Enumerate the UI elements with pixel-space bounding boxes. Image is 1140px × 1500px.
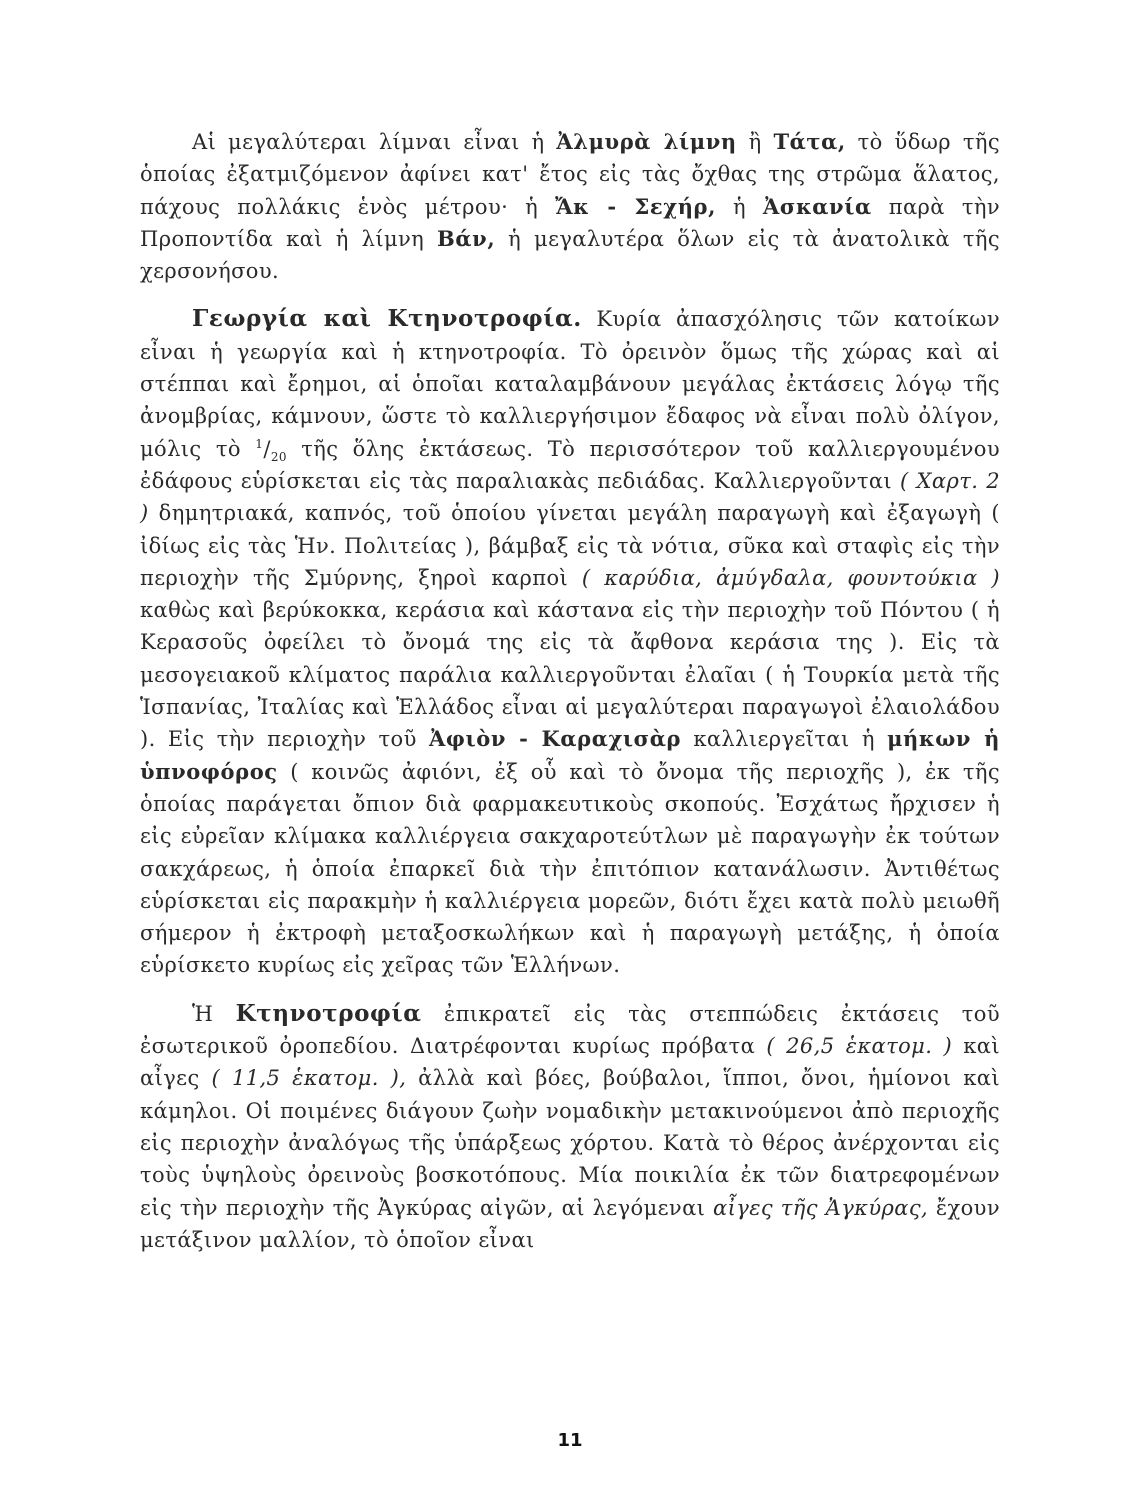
term-van: Βάν, — [437, 225, 496, 251]
text-run: ἔχουν μετάξινον μαλλίον, τὸ ὁποῖον εἶναι — [140, 1195, 1001, 1252]
text-run: Αἱ μεγαλύτεραι λίμναι εἶναι ἡ — [192, 130, 557, 154]
paragraph-lakes — [140, 126, 1000, 287]
text-run: τῆς ὅλης ἐκτάσεως. Τὸ περισσότερον τοῦ καλλιεργουμένου ἐδάφους εὑρίσκεται εἰς τὰς παραλιακὰς πεδιάδας. Καλλιεργοῦνται — [140, 436, 1001, 493]
text-run: καθὼς καὶ βερύκοκκα, κεράσια καὶ κάστανα εἰς τὴν περιοχὴν τοῦ Πόντου ( ἡ Κερασοῦς ὀφείλει τὸ ὄνομά της εἰς τὰ ἄφθονα κεράσια της ). Εἰς τὰ μεσογειακοῦ κλίματος παράλια καλλιεργοῦνται ἐλαῖαι ( ἡ Τουρκία μετὰ τῆς Ἱσπανίας, Ἰταλίας καὶ Ἑλλάδος εἶναι αἱ μεγαλύτεραι παραγωγοὶ ἐλαιολάδου ). Εἰς τὴν περιοχὴν τοῦ — [140, 598, 1000, 752]
text-run: καὶ αἶγες — [140, 1034, 1001, 1091]
body-text — [140, 126, 1000, 1256]
fraction-numerator: 1 — [255, 436, 264, 451]
term-ak-sechir: Ἄκ - Σεχήρ, — [555, 193, 717, 219]
term-tata: Τάτα, — [773, 129, 846, 154]
paragraph-livestock — [140, 998, 1000, 1256]
text-run: παρὰ τὴν Προποντίδα καὶ ἡ λίμνη — [140, 194, 1000, 251]
text-run: ἡ μεγαλυτέρα ὅλων εἰς τὰ ἀνατολικὰ τῆς χερσονήσου. — [140, 226, 1000, 284]
text-run: καλλιεργεῖται ἡ — [681, 727, 888, 752]
italic-sheep-count: ( 26,5 ἑκατομ. ) — [766, 1034, 953, 1059]
italic-goat-count: ( 11,5 ἑκατομ. ), — [211, 1066, 407, 1091]
text-run: δημητριακά, καπνός, τοῦ ὁποίου γίνεται μεγάλη παραγωγὴ καὶ ἐξαγωγὴ ( ἰδίως εἰς τὰς Ἡν. Πολιτείας ), βάμβαξ εἰς τὰ νότια, σῦκα καὶ σταφὶς εἰς τὴν περιοχὴν τῆς Σμύρνης, ξηροὶ καρποὶ — [140, 501, 1000, 590]
term-almyra-limni: Ἀλμυρὰ λίμνη — [556, 129, 737, 154]
section-heading-livestock: Κτηνοτροφία — [235, 999, 422, 1027]
text-run: ( κοινῶς ἀφιόνι, ἐξ οὗ καὶ τὸ ὄνομα τῆς περιοχῆς ), ἐκ τῆς ὁποίας παράγεται ὄπιον διὰ φαρμακευτικοὺς σκοπούς. Ἐσχάτως ἤρχισεν ἡ εἰς εὐρεῖαν κλίμακα καλλιέργεια σακχαροτεύτλων μὲ παραγωγὴν ἐκ τούτων σακχάρεως, ἡ ὁποία ἐπαρκεῖ διὰ τὴν ἐπιτόπιον κατανάλωσιν. Ἀντιθέτως εὑρίσκεται εἰς παρακμὴν ἡ καλλιέργεια μορεῶν, διότι ἔχει κατὰ πολὺ μειωθῆ σήμερον ἡ ἐκτροφὴ μεταξοσκωλήκων καὶ ἡ παραγωγὴ μετάξης, ἡ ὁποία εὑρίσκετο κυρίως εἰς χεῖρας τῶν Ἑλλήνων. — [140, 759, 1000, 978]
term-mikon-ypnoforos: μήκων ἡ ὑπνοφόρος — [140, 726, 1000, 784]
fraction-slash: / — [263, 436, 271, 461]
paragraph-agriculture — [140, 303, 1000, 981]
text-run: ἢ — [736, 130, 774, 154]
text-run: ἐπικρατεῖ εἰς τὰς στεππώδεις ἐκτάσεις τοῦ ἐσωτερικοῦ ὀροπεδίου. Διατρέφονται κυρίως πρόβατα — [140, 1001, 1001, 1059]
page-number: 11 — [557, 1430, 583, 1451]
fraction-denominator: 20 — [270, 449, 287, 464]
text-run: ἀλλὰ καὶ βόες, βούβαλοι, ἵπποι, ὄνοι, ἡμίονοι καὶ κάμηλοι. Οἱ ποιμένες διάγουν ζωὴν νομαδικὴν μετακινούμενοι ἀπὸ περιοχῆς εἰς περιοχὴν ἀναλόγως τῆς ὑπάρξεως χόρτου. Κατὰ τὸ θέρος ἀνέρχονται εἰς τοὺς ὑψηλοὺς ὀρεινοὺς βοσκοτόπους. Μία ποικιλία ἐκ τῶν διατρεφομένων εἰς τὴν περιοχὴν τῆς Ἀγκύρας αἰγῶν, αἱ λεγόμεναι — [140, 1066, 1001, 1220]
section-heading-agriculture: Γεωργία καὶ Κτηνοτροφία. — [192, 305, 582, 333]
italic-nuts-list: ( καρύδια, ἀμύγδαλα, φουντούκια ) — [581, 565, 1000, 590]
italic-angora-goats: αἶγες τῆς Ἀγκύρας, — [713, 1195, 929, 1220]
map-reference: ( Χαρτ. 2 ) — [140, 468, 1001, 526]
term-askania: Ἀσκανία — [762, 193, 872, 219]
term-afion-karachisar: Ἀφιὸν - Καραχισὰρ — [429, 726, 682, 752]
text-run: Ἡ — [192, 1001, 236, 1026]
text-run: τὸ ὕδωρ τῆς ὁποίας ἐξατμιζόμενον ἀφίνει κατ' ἔτος εἰς τὰς ὄχθας της στρῶμα ἅλατος, πάχους πολλάκις ἑνὸς μέτρου· ἡ — [140, 130, 1000, 219]
text-run: Κυρία ἀπασχόλησις τῶν κατοίκων εἶναι ἡ γεωργία καὶ ἡ κτηνοτροφία. Τὸ ὀρεινὸν ὅμως τῆς χώρας καὶ αἱ στέππαι καὶ ἔρημοι, αἱ ὁποῖαι καταλαμβάνουν μεγάλας ἐκτάσεις λόγῳ τῆς ἀνομβρίας, κάμνουν, ὥστε τὸ καλλιεργήσιμον ἔδαφος νὰ εἶναι πολὺ ὀλίγον, μόλις τὸ — [140, 307, 1000, 461]
text-run: ἡ — [716, 194, 763, 219]
